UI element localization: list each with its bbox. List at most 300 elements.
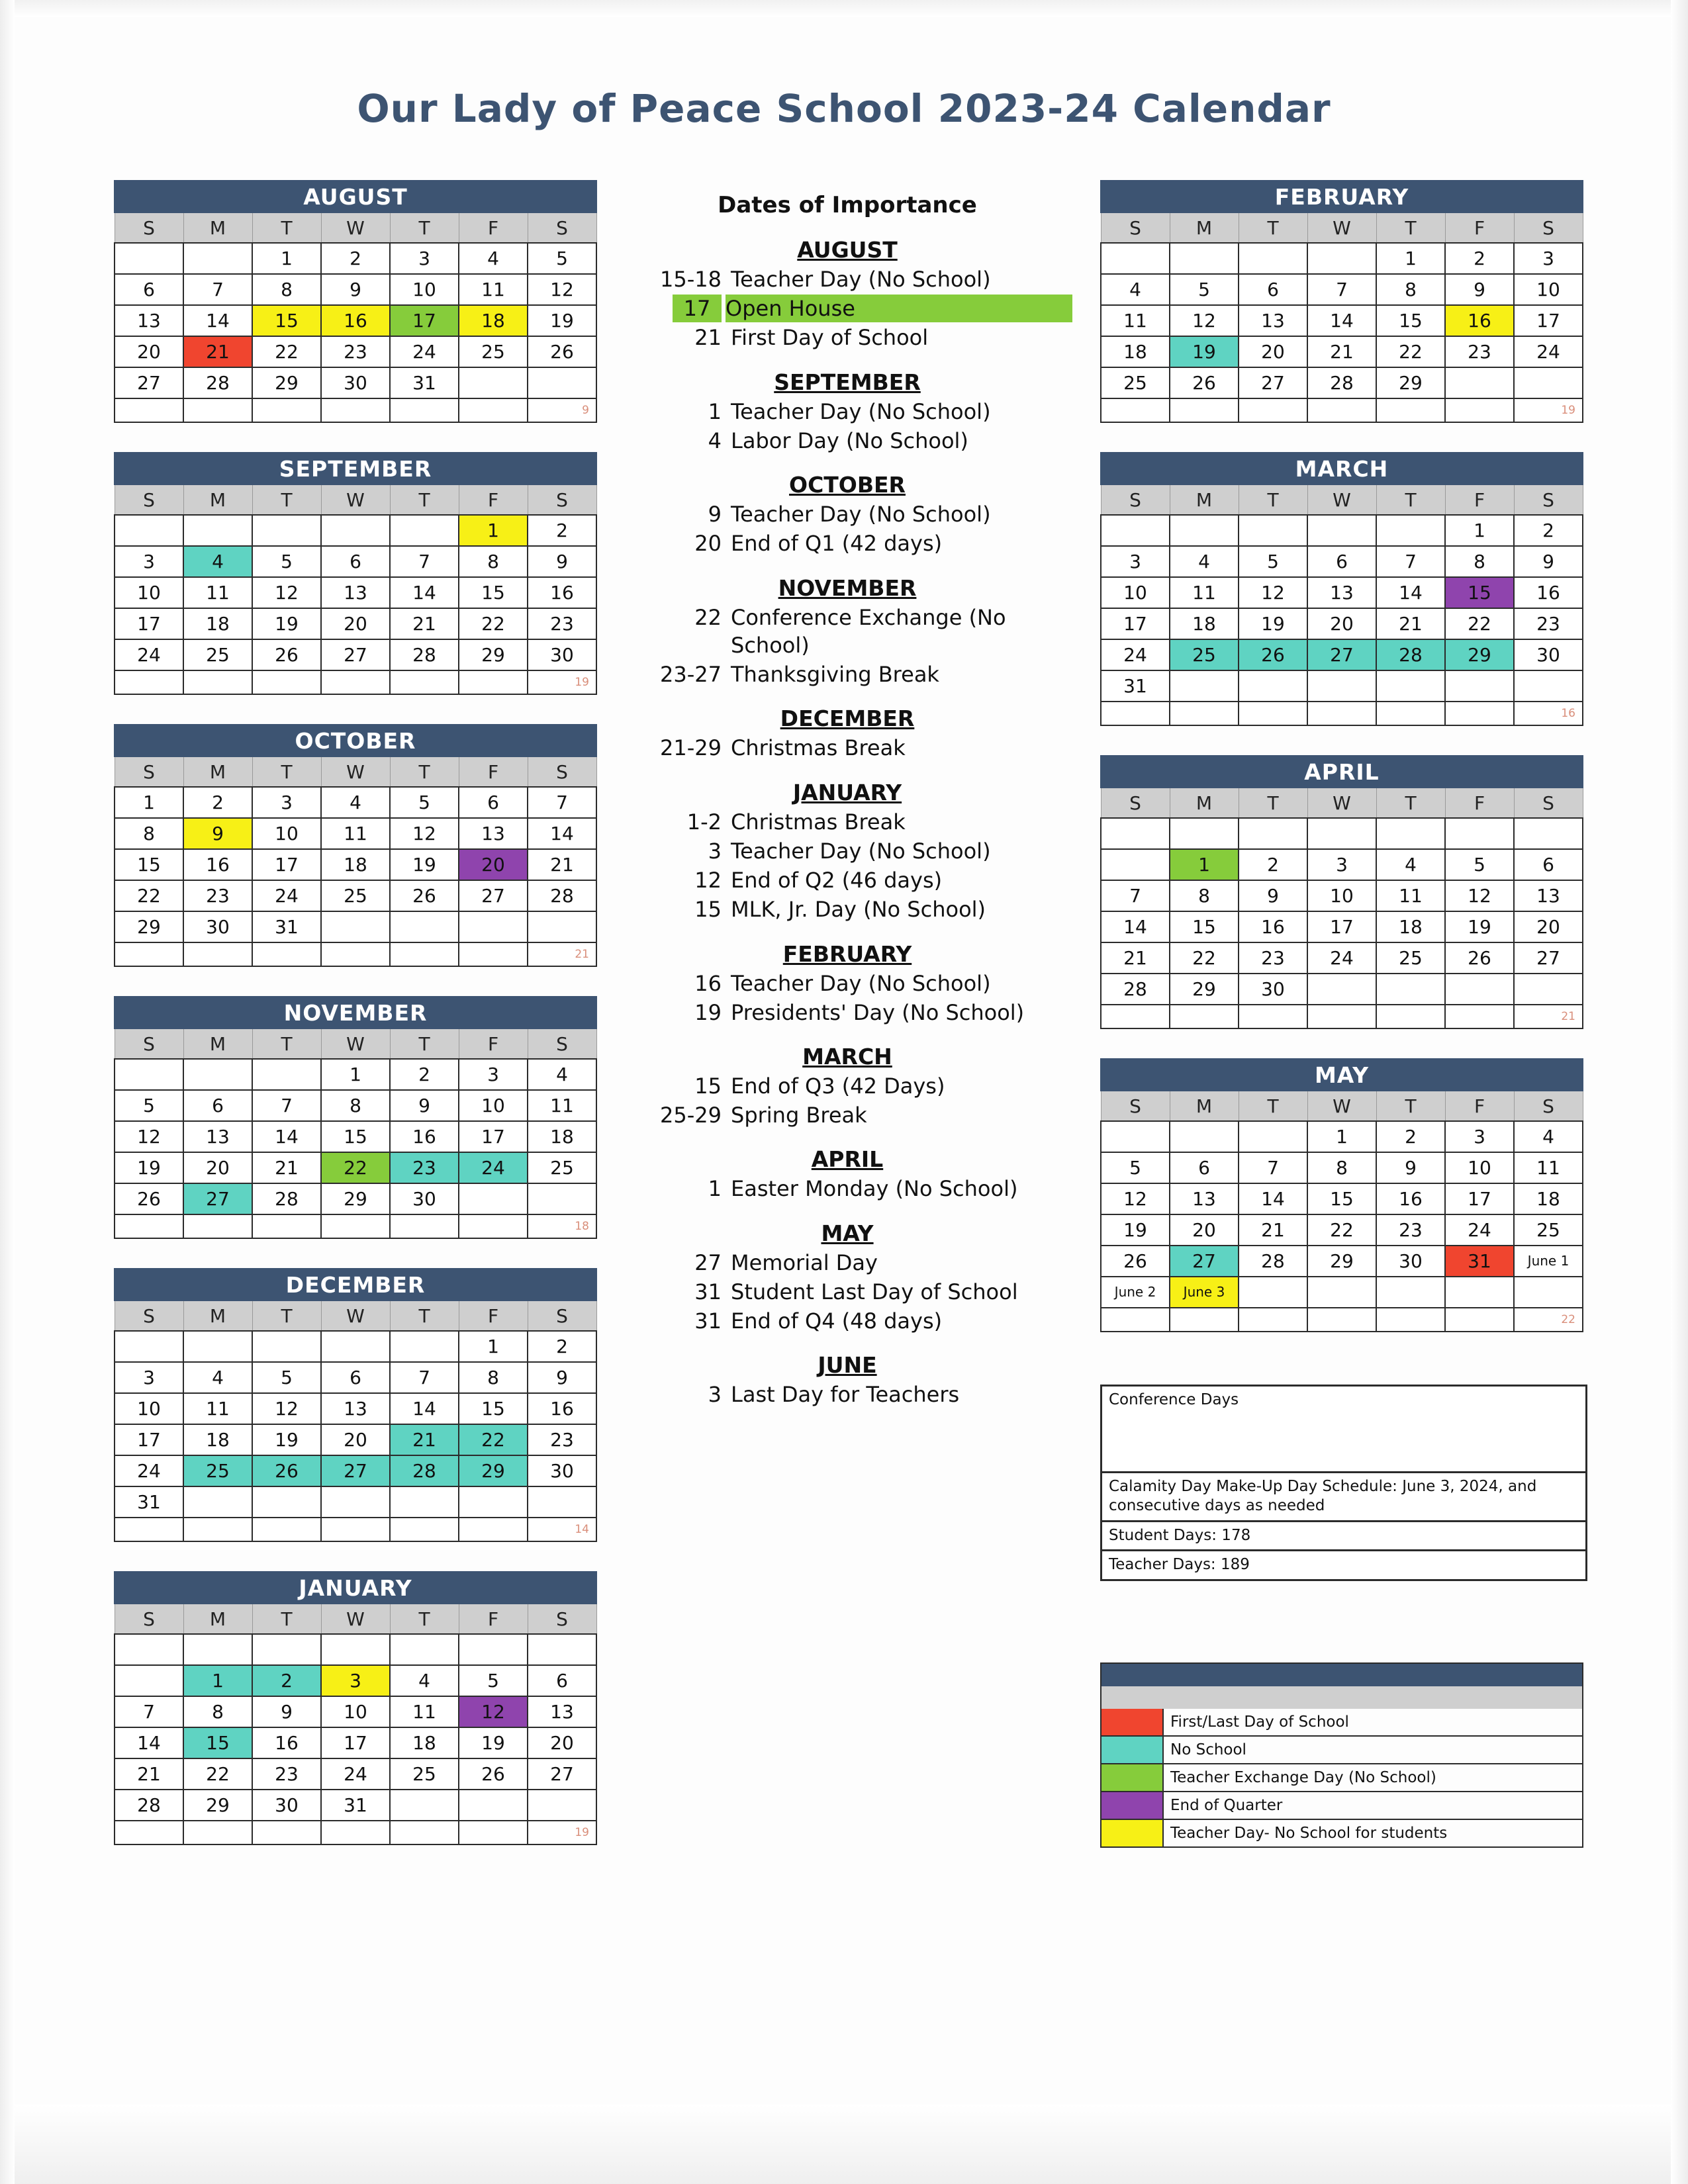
day-cell: 23 <box>528 1424 596 1455</box>
month-calendar-march <box>1100 452 1583 726</box>
day-cell: 28 <box>390 1455 459 1486</box>
day-cell: 6 <box>1170 1152 1239 1183</box>
empty-day-cell <box>1101 398 1170 422</box>
day-cell: 21 <box>252 1152 321 1183</box>
scan-edge-top <box>0 0 1688 17</box>
day-cell: 27 <box>321 1455 390 1486</box>
day-cell: 5 <box>459 1665 528 1696</box>
day-cell: 28 <box>252 1183 321 1214</box>
day-of-week-header: T <box>1376 212 1445 243</box>
month-day-total: 9 <box>528 398 596 422</box>
day-cell: 5 <box>528 243 596 274</box>
info-box <box>1100 1385 1587 1581</box>
day-cell: 3 <box>1514 243 1583 274</box>
day-cell: 30 <box>528 1455 596 1486</box>
day-of-week-header: M <box>183 484 252 515</box>
empty-day-cell <box>115 515 183 546</box>
day-of-week-header: S <box>1514 788 1583 818</box>
calendar-week-row <box>1101 1246 1583 1277</box>
day-cell: 29 <box>321 1183 390 1214</box>
day-of-week-header: M <box>183 756 252 787</box>
day-cell: 9 <box>183 818 252 849</box>
day-cell: 30 <box>1376 1246 1445 1277</box>
day-of-week-header: T <box>390 212 459 243</box>
day-cell: 20 <box>1239 336 1307 367</box>
day-cell: 26 <box>528 336 596 367</box>
day-of-week-header: S <box>115 756 183 787</box>
month-day-total: 19 <box>1514 398 1583 422</box>
day-cell: 20 <box>1170 1214 1239 1246</box>
day-cell: 21 <box>1307 336 1376 367</box>
empty-day-cell <box>1376 670 1445 702</box>
day-cell: 24 <box>459 1152 528 1183</box>
day-cell: 11 <box>183 1393 252 1424</box>
day-of-week-header: W <box>321 212 390 243</box>
day-of-week-header: S <box>1101 788 1170 818</box>
day-cell: 27 <box>183 1183 252 1214</box>
doi-entry <box>622 999 1072 1026</box>
doi-entry-date: 15 <box>694 897 722 923</box>
day-cell: 10 <box>321 1696 390 1727</box>
doi-entry-label: Open House <box>726 295 1072 322</box>
day-cell: 1 <box>252 243 321 274</box>
day-cell: 18 <box>390 1727 459 1758</box>
day-cell: 14 <box>528 818 596 849</box>
day-cell: 19 <box>115 1152 183 1183</box>
day-cell: 29 <box>1445 639 1514 670</box>
day-cell: 20 <box>528 1727 596 1758</box>
day-cell: 15 <box>1376 305 1445 336</box>
empty-day-cell <box>390 1486 459 1518</box>
day-cell: 6 <box>528 1665 596 1696</box>
day-cell: June 2 <box>1101 1277 1170 1308</box>
calendar-week-row <box>115 1393 596 1424</box>
empty-day-cell <box>1445 367 1514 398</box>
calendar-week-row <box>1101 1214 1583 1246</box>
doi-entry <box>622 970 1072 997</box>
doi-month-heading-february: FEBRUARY <box>782 940 912 967</box>
day-cell: 29 <box>1376 367 1445 398</box>
empty-day-cell <box>252 1214 321 1238</box>
empty-day-cell <box>183 942 252 966</box>
doi-entry-label: Conference Exchange (No School) <box>731 604 1006 658</box>
day-cell: 19 <box>1170 336 1239 367</box>
day-of-week-header: S <box>528 1604 596 1634</box>
empty-day-cell <box>459 1486 528 1518</box>
empty-day-cell <box>1445 818 1514 849</box>
calendar-week-row <box>1101 243 1583 274</box>
empty-day-cell <box>1170 515 1239 546</box>
day-cell: 9 <box>1445 274 1514 305</box>
empty-day-cell <box>115 670 183 694</box>
month-total-row <box>1101 1308 1583 1332</box>
doi-entry-date: 9 <box>708 502 722 527</box>
empty-day-cell <box>1239 670 1307 702</box>
empty-day-cell <box>1239 1277 1307 1308</box>
doi-entry-label: End of Q1 (42 days) <box>731 531 943 557</box>
empty-day-cell <box>390 515 459 546</box>
day-cell: 26 <box>252 1455 321 1486</box>
day-cell: 27 <box>1514 942 1583 974</box>
day-cell: 8 <box>252 274 321 305</box>
day-cell: 6 <box>1239 274 1307 305</box>
empty-day-cell <box>1307 243 1376 274</box>
doi-month-heading-march: MARCH <box>802 1043 892 1069</box>
doi-entry <box>622 808 1072 836</box>
day-of-week-header: W <box>1307 788 1376 818</box>
doi-month-heading-october: OCTOBER <box>789 472 906 498</box>
calendar-week-row <box>1101 305 1583 336</box>
day-cell: 22 <box>1307 1214 1376 1246</box>
empty-day-cell <box>1307 1308 1376 1332</box>
day-cell: 30 <box>321 367 390 398</box>
empty-day-cell <box>183 1518 252 1541</box>
empty-day-cell <box>459 911 528 942</box>
month-header: OCTOBER <box>115 725 596 756</box>
day-cell: 17 <box>390 305 459 336</box>
calendar-week-row <box>115 880 596 911</box>
day-cell: 6 <box>321 546 390 577</box>
day-cell: 20 <box>1307 608 1376 639</box>
day-cell: 22 <box>459 608 528 639</box>
day-cell: 15 <box>459 577 528 608</box>
legend-color-swatch <box>1102 1709 1164 1735</box>
empty-day-cell <box>321 398 390 422</box>
day-cell: 24 <box>1101 639 1170 670</box>
calendar-week-row <box>115 546 596 577</box>
day-cell: 22 <box>321 1152 390 1183</box>
day-cell: 14 <box>390 577 459 608</box>
month-day-total: 21 <box>1514 1005 1583 1028</box>
day-cell: 23 <box>1445 336 1514 367</box>
day-cell: June 3 <box>1170 1277 1239 1308</box>
empty-day-cell <box>1101 849 1170 880</box>
day-cell: 11 <box>390 1696 459 1727</box>
empty-day-cell <box>528 911 596 942</box>
day-cell: 30 <box>1239 974 1307 1005</box>
day-cell: 2 <box>528 1331 596 1362</box>
day-cell: 13 <box>321 1393 390 1424</box>
day-cell: 2 <box>390 1059 459 1090</box>
day-of-week-header: F <box>1445 788 1514 818</box>
calendar-week-row <box>115 1634 596 1665</box>
empty-day-cell <box>390 1214 459 1238</box>
day-cell: 29 <box>1307 1246 1376 1277</box>
day-cell: 27 <box>1239 367 1307 398</box>
day-cell: 21 <box>1101 942 1170 974</box>
empty-day-cell <box>252 670 321 694</box>
empty-day-cell <box>1445 702 1514 725</box>
day-cell: 23 <box>321 336 390 367</box>
day-cell: 16 <box>1376 1183 1445 1214</box>
day-of-week-header: W <box>321 1028 390 1059</box>
day-cell: 10 <box>252 818 321 849</box>
day-cell: 1 <box>183 1665 252 1696</box>
month-total-row <box>1101 398 1583 422</box>
empty-day-cell <box>115 1214 183 1238</box>
doi-entry-label: End of Q3 (42 Days) <box>731 1073 945 1099</box>
day-cell: 15 <box>115 849 183 880</box>
doi-month-heading-april: APRIL <box>811 1146 884 1173</box>
empty-day-cell <box>528 367 596 398</box>
empty-day-cell <box>390 1634 459 1665</box>
day-cell: 4 <box>183 546 252 577</box>
day-cell: 16 <box>390 1121 459 1152</box>
month-day-total: 21 <box>528 942 596 966</box>
empty-day-cell <box>1239 702 1307 725</box>
day-cell: 23 <box>1514 608 1583 639</box>
day-of-week-header: F <box>1445 212 1514 243</box>
day-cell: 5 <box>1170 274 1239 305</box>
day-cell: 26 <box>1170 367 1239 398</box>
doi-entry-date: 17 <box>673 295 722 322</box>
doi-entry-date: 1 <box>708 1176 722 1202</box>
empty-day-cell <box>1307 818 1376 849</box>
empty-day-cell <box>1445 398 1514 422</box>
day-cell: 13 <box>528 1696 596 1727</box>
calendar-week-row <box>115 1790 596 1821</box>
day-cell: 3 <box>115 1362 183 1393</box>
doi-entry-label: Spring Break <box>731 1103 867 1128</box>
day-cell: 16 <box>321 305 390 336</box>
day-cell: 2 <box>183 787 252 818</box>
empty-day-cell <box>321 942 390 966</box>
empty-day-cell <box>1514 367 1583 398</box>
day-cell: 15 <box>321 1121 390 1152</box>
day-cell: 18 <box>183 1424 252 1455</box>
day-cell: 7 <box>1239 1152 1307 1183</box>
doi-entry-date: 3 <box>708 838 722 864</box>
doi-entry-date: 4 <box>708 428 722 453</box>
empty-day-cell <box>1307 1277 1376 1308</box>
day-of-week-header: F <box>459 1300 528 1331</box>
day-cell: 12 <box>390 818 459 849</box>
day-cell: 26 <box>390 880 459 911</box>
day-of-week-header: M <box>1170 212 1239 243</box>
empty-day-cell <box>1307 398 1376 422</box>
calendar-week-row <box>115 577 596 608</box>
day-cell: 18 <box>1101 336 1170 367</box>
day-cell: 6 <box>115 274 183 305</box>
calendar-week-row <box>115 1727 596 1758</box>
empty-day-cell <box>321 1214 390 1238</box>
day-cell: 4 <box>1376 849 1445 880</box>
day-cell: 1 <box>115 787 183 818</box>
day-cell: 9 <box>252 1696 321 1727</box>
calendar-week-row <box>1101 670 1583 702</box>
day-cell: 25 <box>1376 942 1445 974</box>
day-cell: 19 <box>252 608 321 639</box>
doi-entry <box>622 1307 1072 1335</box>
calendar-week-row <box>1101 577 1583 608</box>
day-cell: 18 <box>528 1121 596 1152</box>
day-cell: 12 <box>528 274 596 305</box>
doi-entry <box>622 1175 1072 1203</box>
day-of-week-header: S <box>528 756 596 787</box>
doi-entry <box>622 1249 1072 1277</box>
calendar-week-row <box>115 274 596 305</box>
month-day-total: 18 <box>528 1214 596 1238</box>
day-cell: 16 <box>1239 911 1307 942</box>
empty-day-cell <box>390 1821 459 1844</box>
day-cell: 20 <box>115 336 183 367</box>
calendar-week-row <box>115 1758 596 1790</box>
empty-day-cell <box>183 398 252 422</box>
empty-day-cell <box>459 942 528 966</box>
empty-day-cell <box>390 398 459 422</box>
empty-day-cell <box>390 911 459 942</box>
doi-entry <box>622 866 1072 894</box>
day-cell: 7 <box>115 1696 183 1727</box>
day-cell: 29 <box>252 367 321 398</box>
day-cell: 26 <box>1445 942 1514 974</box>
day-of-week-header: M <box>183 1604 252 1634</box>
day-cell: 25 <box>1514 1214 1583 1246</box>
day-cell: 14 <box>1239 1183 1307 1214</box>
day-cell: 7 <box>390 546 459 577</box>
day-cell: 1 <box>321 1059 390 1090</box>
empty-day-cell <box>252 1059 321 1090</box>
day-cell: 8 <box>1170 880 1239 911</box>
day-cell: 9 <box>1239 880 1307 911</box>
day-cell: 21 <box>1376 608 1445 639</box>
day-cell: 12 <box>115 1121 183 1152</box>
day-cell: 13 <box>1170 1183 1239 1214</box>
day-cell: 10 <box>390 274 459 305</box>
empty-day-cell <box>1239 1121 1307 1152</box>
legend-label: End of Quarter <box>1170 1797 1283 1814</box>
page-title: Our Lady of Peace School 2023-24 Calendar <box>357 86 1331 131</box>
doi-entry-label: Last Day for Teachers <box>731 1382 960 1408</box>
day-cell: 27 <box>1170 1246 1239 1277</box>
day-cell: 12 <box>1170 305 1239 336</box>
calendar-week-row <box>115 1455 596 1486</box>
day-of-week-header: S <box>1514 1091 1583 1121</box>
month-header: MARCH <box>1101 453 1583 484</box>
day-cell: 31 <box>321 1790 390 1821</box>
day-of-week-header: T <box>390 756 459 787</box>
empty-day-cell <box>1239 243 1307 274</box>
day-cell: 24 <box>252 880 321 911</box>
day-cell: 27 <box>1307 639 1376 670</box>
month-day-total: 19 <box>528 1821 596 1844</box>
doi-entry-label: Presidents' Day (No School) <box>731 999 1025 1025</box>
day-cell: 12 <box>252 1393 321 1424</box>
empty-day-cell <box>1101 1121 1170 1152</box>
doi-entry <box>622 398 1072 426</box>
day-of-week-header: S <box>115 1300 183 1331</box>
day-cell: 2 <box>1239 849 1307 880</box>
day-cell: 31 <box>1101 670 1170 702</box>
empty-day-cell <box>459 670 528 694</box>
day-cell: 22 <box>252 336 321 367</box>
day-cell: 6 <box>1514 849 1583 880</box>
day-cell: 10 <box>115 577 183 608</box>
day-cell: 28 <box>1307 367 1376 398</box>
empty-day-cell <box>1376 515 1445 546</box>
day-cell: 27 <box>115 367 183 398</box>
empty-day-cell <box>1239 398 1307 422</box>
calendar-week-row <box>115 911 596 942</box>
day-of-week-header: T <box>390 1300 459 1331</box>
day-cell: 5 <box>1445 849 1514 880</box>
day-of-week-header: S <box>528 212 596 243</box>
day-cell: 28 <box>1376 639 1445 670</box>
day-cell: 9 <box>321 274 390 305</box>
calendar-week-row <box>115 1486 596 1518</box>
day-cell: 14 <box>115 1727 183 1758</box>
day-cell: 10 <box>1445 1152 1514 1183</box>
doi-entry-label: Thanksgiving Break <box>731 662 939 688</box>
calendar-week-row <box>115 1090 596 1121</box>
day-cell: 28 <box>183 367 252 398</box>
day-cell: 20 <box>321 608 390 639</box>
day-cell: 3 <box>1445 1121 1514 1152</box>
day-cell: 9 <box>528 1362 596 1393</box>
calendar-week-row <box>115 818 596 849</box>
day-of-week-header: T <box>1239 484 1307 515</box>
calendar-week-row <box>115 787 596 818</box>
doi-entry-date: 22 <box>694 604 722 630</box>
doi-entry-date: 31 <box>694 1308 722 1334</box>
day-of-week-header: W <box>321 1604 390 1634</box>
calendar-week-row <box>1101 608 1583 639</box>
day-cell: 11 <box>1101 305 1170 336</box>
day-cell: 14 <box>1307 305 1376 336</box>
empty-day-cell <box>1307 702 1376 725</box>
day-of-week-header: M <box>183 1028 252 1059</box>
day-of-week-header: T <box>1376 1091 1445 1121</box>
day-cell: 3 <box>1307 849 1376 880</box>
day-cell: 3 <box>1101 546 1170 577</box>
day-cell: 3 <box>252 787 321 818</box>
empty-day-cell <box>1239 1308 1307 1332</box>
calendar-week-row <box>1101 880 1583 911</box>
day-cell: 6 <box>183 1090 252 1121</box>
doi-entry-date: 15-18 <box>660 267 722 292</box>
empty-day-cell <box>183 243 252 274</box>
legend-rows <box>1100 1709 1583 1848</box>
day-of-week-header: W <box>1307 484 1376 515</box>
day-cell: 5 <box>115 1090 183 1121</box>
day-cell: 11 <box>1376 880 1445 911</box>
day-of-week-header: T <box>1376 788 1445 818</box>
empty-day-cell <box>1170 243 1239 274</box>
empty-day-cell <box>183 1331 252 1362</box>
day-of-week-header: W <box>321 756 390 787</box>
empty-day-cell <box>1514 818 1583 849</box>
empty-day-cell <box>1101 818 1170 849</box>
empty-day-cell <box>1307 974 1376 1005</box>
empty-day-cell <box>1376 1277 1445 1308</box>
day-of-week-header: T <box>1239 1091 1307 1121</box>
day-cell: 11 <box>321 818 390 849</box>
day-of-week-header: S <box>115 1604 183 1634</box>
empty-day-cell <box>115 1665 183 1696</box>
calendar-column-left <box>114 180 597 1874</box>
day-cell: 25 <box>1170 639 1239 670</box>
empty-day-cell <box>1170 818 1239 849</box>
doi-month-heading-september: SEPTEMBER <box>774 369 921 395</box>
month-day-total: 14 <box>528 1518 596 1541</box>
day-of-week-header: S <box>1514 212 1583 243</box>
day-cell: 16 <box>528 1393 596 1424</box>
day-cell: 3 <box>390 243 459 274</box>
doi-entry-label: Memorial Day <box>731 1250 878 1275</box>
calendar-week-row <box>115 1696 596 1727</box>
day-of-week-header: F <box>459 1604 528 1634</box>
day-cell: 14 <box>252 1121 321 1152</box>
